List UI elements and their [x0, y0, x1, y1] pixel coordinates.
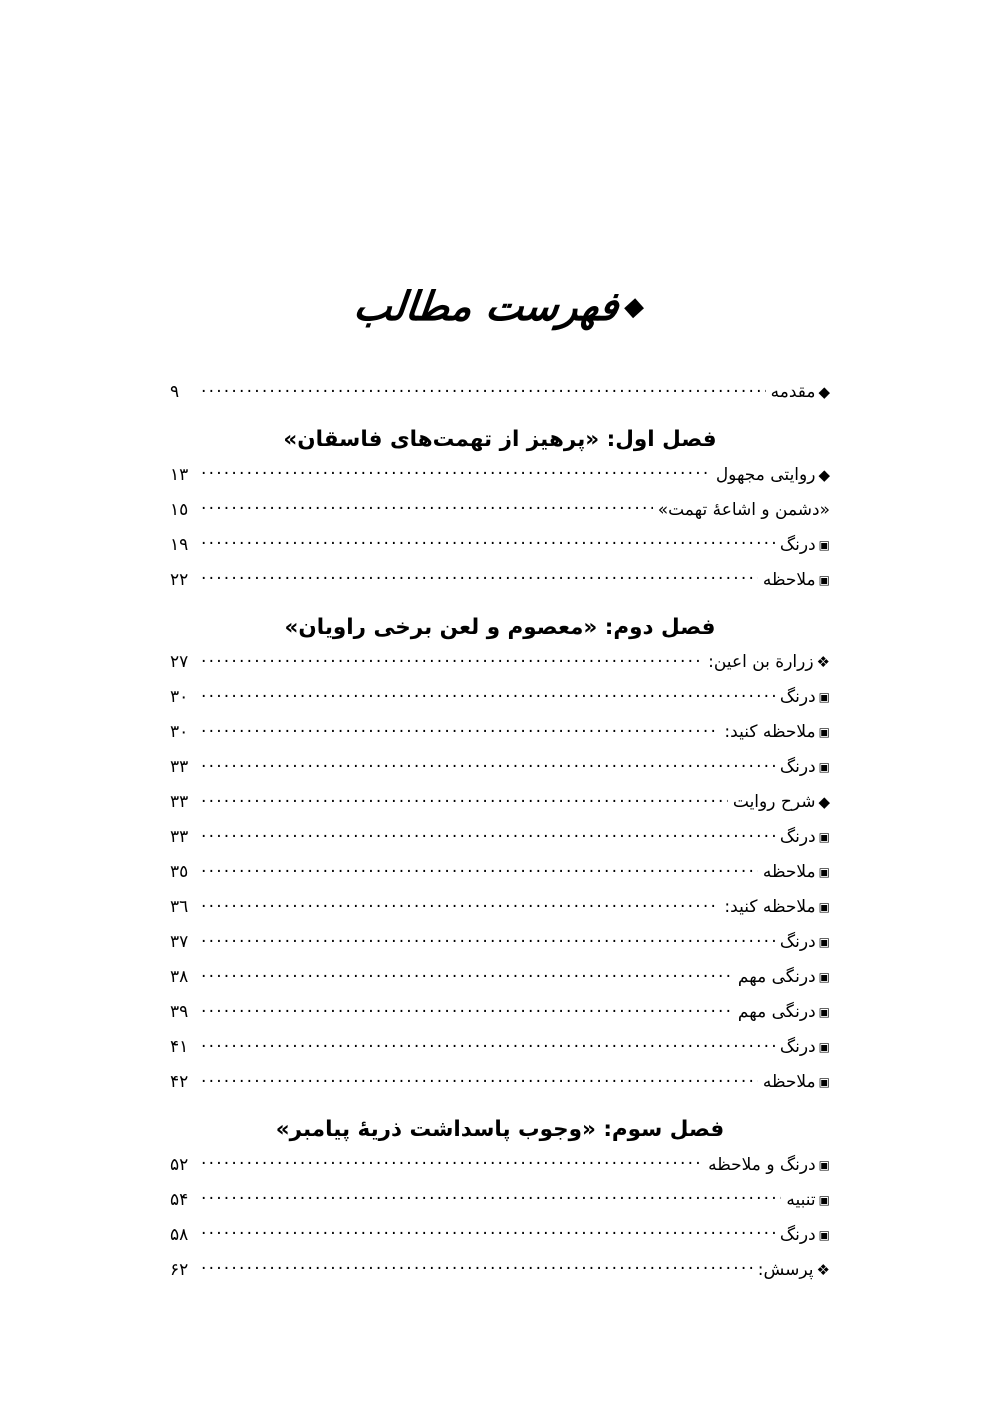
- toc-entry-label: پرسش:: [757, 1259, 814, 1280]
- toc-entry[interactable]: [170, 1188, 830, 1223]
- square-bullet-icon: ▣: [818, 1075, 830, 1089]
- toc-entry[interactable]: [170, 790, 830, 825]
- square-bullet-icon: ▣: [818, 690, 830, 704]
- toc-entry-label: ملاحظه: [762, 569, 816, 590]
- leader-dots: [201, 895, 719, 912]
- toc-entry-label: درنگ: [779, 1037, 816, 1057]
- toc-entry-page-number: ٢٧: [170, 652, 189, 672]
- square-bullet-icon: ▣: [818, 1005, 830, 1019]
- diamond-bullet-icon: ◆: [818, 465, 830, 484]
- toc-entry[interactable]: [170, 498, 830, 533]
- toc-entry[interactable]: [170, 720, 830, 755]
- toc-entry[interactable]: [170, 1153, 830, 1188]
- toc-entry-label: مقدمه: [770, 382, 816, 402]
- toc-entry[interactable]: [170, 1000, 830, 1035]
- toc-entry-label: درنگ و ملاحظه: [708, 1154, 816, 1175]
- toc-entry-label: درنگ: [779, 757, 816, 777]
- leader-dots: [201, 1035, 775, 1052]
- toc-entry[interactable]: [170, 1258, 830, 1293]
- toc-entry-label: درنگی مهم: [737, 1002, 816, 1022]
- page-title-text: فهرست مطالب: [351, 284, 621, 330]
- square-bullet-icon: ▣: [818, 970, 830, 984]
- toc-entry-label: زرارة بن اعین:: [708, 652, 814, 672]
- toc-entry-label: درنگی مهم: [737, 967, 816, 987]
- diamond-bullet-icon: ◆: [818, 793, 830, 811]
- leader-dots: [201, 720, 719, 737]
- toc-entry-label: درنگ: [779, 827, 816, 847]
- toc-entry-label: ملاحظه: [762, 862, 816, 882]
- toc-entry-page-number: ٣٦: [170, 897, 189, 917]
- toc-entry[interactable]: [170, 755, 830, 790]
- square-bullet-icon: ▣: [818, 1227, 830, 1242]
- square-bullet-icon: ▣: [818, 865, 830, 879]
- square-bullet-icon: ▣: [818, 1157, 830, 1172]
- square-bullet-icon: ▣: [818, 572, 830, 587]
- toc-entry-label: روایتی مجهول: [715, 464, 816, 485]
- leader-dots: [201, 790, 728, 807]
- leader-dots: [201, 1070, 758, 1087]
- chapter-heading: فصل اول: «پرهیز از تهمت‌های فاسقان»: [283, 427, 717, 452]
- chapter-heading: فصل سوم: «وجوب پاسداشت ذریۀ پیامبر»: [275, 1117, 725, 1142]
- toc-entry-page-number: ١٥: [170, 499, 189, 520]
- toc-entry-page-number: ٣٧: [170, 932, 189, 952]
- toc-entry[interactable]: [170, 895, 830, 930]
- leader-dots: [201, 568, 758, 585]
- toc-entry[interactable]: [170, 685, 830, 720]
- leader-dots: [201, 1000, 733, 1017]
- toc-entry-page-number: ٣٥: [170, 862, 189, 882]
- quad-diamond-bullet-icon: ❖: [816, 653, 830, 671]
- leader-dots: [201, 825, 775, 842]
- leader-dots: [201, 650, 703, 667]
- toc-entry-page-number: ٣٣: [170, 757, 189, 777]
- toc-entry-page-number: ١٩: [170, 534, 189, 555]
- toc-entry-page-number: ۵۸: [170, 1224, 189, 1245]
- square-bullet-icon: ▣: [818, 1040, 830, 1054]
- square-bullet-icon: ▣: [818, 830, 830, 844]
- diamond-bullet-icon: ◆: [818, 383, 830, 401]
- toc-entry[interactable]: [170, 1223, 830, 1258]
- square-bullet-icon: ▣: [818, 537, 830, 552]
- toc-entry[interactable]: [170, 965, 830, 1000]
- leader-dots: [201, 860, 758, 877]
- leader-dots: [201, 685, 775, 702]
- toc-entry[interactable]: [170, 825, 830, 860]
- leader-dots: [201, 755, 775, 772]
- chapter-heading: فصل دوم: «معصوم و لعن برخی راویان»: [284, 614, 716, 640]
- toc-entry[interactable]: [170, 930, 830, 965]
- leader-dots: [201, 1223, 775, 1240]
- toc-entry[interactable]: [170, 650, 830, 685]
- toc-entry[interactable]: [170, 463, 830, 498]
- toc-entry[interactable]: [170, 860, 830, 895]
- toc-entry-label: درنگ: [779, 534, 816, 555]
- toc-entry[interactable]: [170, 1035, 830, 1070]
- leader-dots: [201, 965, 733, 982]
- toc-entry-label: ملاحظه: [762, 1072, 816, 1092]
- toc-entry-page-number: ۵٢: [170, 1154, 189, 1175]
- square-bullet-icon: ▣: [818, 760, 830, 774]
- square-bullet-icon: ▣: [818, 900, 830, 914]
- square-bullet-icon: ▣: [818, 1192, 830, 1207]
- toc-entry[interactable]: [170, 380, 830, 415]
- toc-entry-page-number: ٩: [170, 382, 180, 402]
- toc-entry-label: درنگ: [779, 932, 816, 952]
- toc-entry-page-number: ۶٢: [170, 1259, 189, 1280]
- toc-entry-label: درنگ: [779, 687, 816, 707]
- toc-entry-page-number: ٣٠: [170, 722, 189, 742]
- toc-entry[interactable]: [170, 533, 830, 568]
- page-title: [351, 283, 648, 331]
- toc-entry-page-number: ٢٢: [170, 569, 189, 590]
- leader-dots: [201, 463, 711, 480]
- toc-entry-label: ملاحظه کنید:: [724, 722, 816, 742]
- diamond-icon: ◆: [622, 292, 646, 322]
- toc-entry-page-number: ۴١: [170, 1037, 189, 1057]
- leader-dots: [201, 498, 653, 515]
- toc-entry-page-number: ۵۴: [170, 1189, 189, 1210]
- leader-dots: [201, 1188, 781, 1205]
- toc-entry-page-number: ٣٩: [170, 1002, 189, 1022]
- square-bullet-icon: ▣: [818, 935, 830, 949]
- toc-entry-label: تنبیه: [786, 1189, 816, 1210]
- quad-diamond-bullet-icon: ❖: [816, 1260, 830, 1279]
- toc-entry-page-number: ٣٠: [170, 687, 189, 707]
- toc-entry-label: ملاحظه کنید:: [724, 897, 816, 917]
- toc-entry-label: شرح روایت: [732, 792, 816, 812]
- toc-entry[interactable]: [170, 568, 830, 603]
- toc-entry-page-number: ٣٣: [170, 827, 189, 847]
- toc-entry-page-number: ١٣: [170, 464, 189, 485]
- square-bullet-icon: ▣: [818, 725, 830, 739]
- leader-dots: [201, 930, 775, 947]
- leader-dots: [201, 1258, 753, 1275]
- leader-dots: [201, 533, 775, 550]
- page-title-container: [0, 283, 1000, 331]
- toc-entry-page-number: ٣٨: [170, 967, 189, 987]
- toc-list: [170, 380, 830, 1293]
- toc-entry-label: درنگ: [779, 1224, 816, 1245]
- toc-entry[interactable]: [170, 1070, 830, 1105]
- toc-entry-label: «دشمن و اشاعۀ تهمت»: [657, 499, 830, 520]
- toc-entry-page-number: ۴٢: [170, 1072, 189, 1092]
- leader-dots: [201, 380, 766, 397]
- toc-entry-page-number: ٣٣: [170, 792, 189, 812]
- leader-dots: [201, 1153, 703, 1170]
